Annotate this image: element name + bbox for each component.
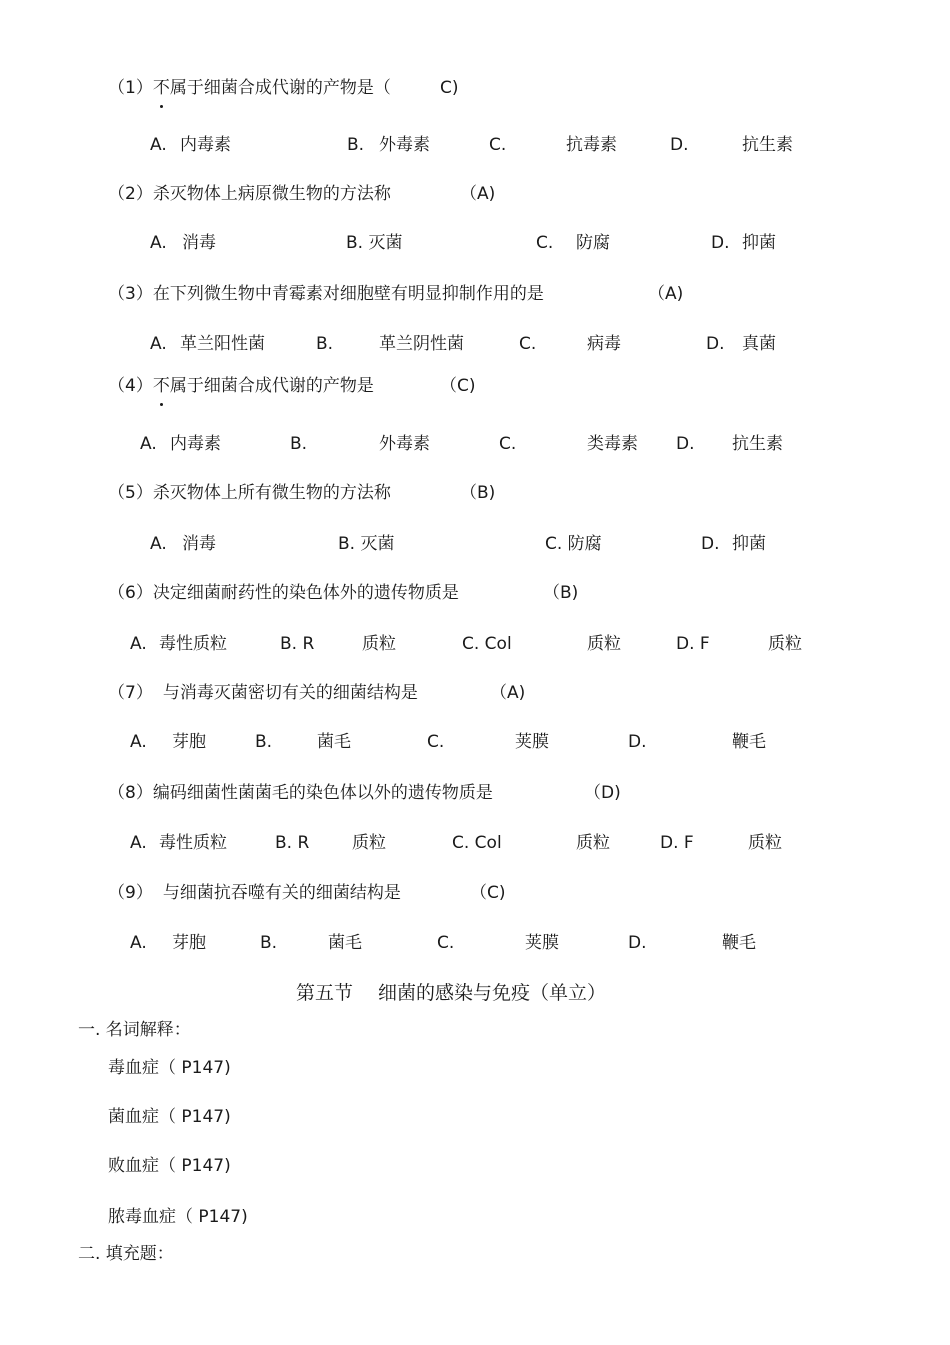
question-5-answer: （B)	[460, 483, 496, 503]
q4-option-d-text: 抗生素	[732, 434, 783, 454]
q1-option-a-letter: A.	[150, 135, 167, 155]
question-number: （6）	[108, 583, 153, 603]
q5-option-d-letter: D.	[701, 534, 720, 554]
q9-option-a-text: 芽胞	[172, 933, 206, 953]
q4-option-d-letter: D.	[676, 434, 695, 454]
q3-option-a-letter: A.	[150, 334, 167, 354]
question-8-answer: （D)	[584, 783, 621, 803]
q6-option-a-letter: A.	[130, 634, 147, 654]
q7-option-b-letter: B.	[255, 732, 273, 752]
question-number: （1）	[108, 78, 153, 98]
q9-option-a-letter: A.	[130, 933, 147, 953]
q5-option-d-text: 抑菌	[732, 534, 766, 554]
question-number: （3）	[108, 284, 153, 304]
question-4-answer: （C)	[440, 376, 476, 396]
question-stem: 杀灭物体上病原微生物的方法称	[152, 184, 391, 204]
question-9-answer: （C)	[470, 883, 506, 903]
question-stem: 编码细菌性菌菌毛的染色体以外的遗传物质是	[152, 783, 493, 803]
q9-option-c-letter: C.	[437, 933, 455, 953]
q1-option-b-text: 外毒素	[379, 135, 430, 155]
question-7-answer: （A)	[490, 683, 526, 703]
q6-option-c-letter: C. Col	[462, 634, 512, 654]
q3-option-c-text: 病毒	[587, 334, 621, 354]
q3-option-d-letter: D.	[706, 334, 725, 354]
question-stem: 属于细菌合成代谢的产物是（	[169, 78, 391, 98]
term-item: 菌血症（ P147)	[108, 1107, 231, 1127]
q2-option-d-text: 抑菌	[742, 233, 776, 253]
question-6-answer: （B)	[543, 583, 579, 603]
part-2-heading: 二. 填充题：	[78, 1244, 174, 1264]
q5-option-a-text: 消毒	[182, 534, 216, 554]
q9-option-b-text: 菌毛	[328, 933, 362, 953]
emphasis-char: 不	[152, 78, 170, 98]
q9-option-d-letter: D.	[628, 933, 647, 953]
question-7	[108, 682, 418, 704]
question-1-answer: C)	[440, 78, 459, 98]
q6-option-b-text: 质粒	[362, 634, 396, 654]
question-number: （9）	[108, 883, 153, 903]
emphasis-char: 不	[152, 376, 170, 396]
q3-option-c-letter: C.	[519, 334, 537, 354]
q8-option-d-text: 质粒	[748, 833, 782, 853]
question-stem: 杀灭物体上所有微生物的方法称	[152, 483, 391, 503]
q7-option-c-text: 荚膜	[515, 732, 549, 752]
q7-option-d-text: 鞭毛	[732, 732, 766, 752]
q5-option-b: B. 灭菌	[338, 534, 395, 554]
q7-option-a-text: 芽胞	[172, 732, 206, 752]
question-2	[108, 183, 391, 205]
question-6	[108, 582, 459, 604]
q6-option-d-letter: D. F	[676, 634, 710, 654]
question-3-answer: （A)	[648, 284, 684, 304]
question-number: （2）	[108, 184, 153, 204]
q6-option-a-text: 毒性质粒	[159, 634, 227, 654]
q7-option-d-letter: D.	[628, 732, 647, 752]
question-8	[108, 782, 493, 804]
q8-option-a-text: 毒性质粒	[159, 833, 227, 853]
q9-option-b-letter: B.	[260, 933, 278, 953]
question-5	[108, 482, 391, 504]
q2-option-a-letter: A.	[150, 233, 167, 253]
q2-option-c-letter: C.	[536, 233, 554, 253]
q4-option-c-letter: C.	[499, 434, 517, 454]
q3-option-d-text: 真菌	[742, 334, 776, 354]
question-stem: 决定细菌耐药性的染色体外的遗传物质是	[152, 583, 459, 603]
q9-option-d-text: 鞭毛	[722, 933, 756, 953]
question-3	[108, 283, 544, 305]
question-number: （5）	[108, 483, 153, 503]
q8-option-c-letter: C. Col	[452, 833, 502, 853]
question-number: （4）	[108, 376, 153, 396]
q4-option-a-text: 内毒素	[170, 434, 221, 454]
q6-option-b-letter: B. R	[280, 634, 315, 654]
q5-option-c: C. 防腐	[545, 534, 602, 554]
q1-option-d-letter: D.	[670, 135, 689, 155]
question-9	[108, 882, 401, 904]
section-title: 第五节 细菌的感染与免疫（单立）	[296, 982, 607, 1004]
q1-option-c-letter: C.	[489, 135, 507, 155]
question-number: （8）	[108, 783, 153, 803]
q1-option-b-letter: B.	[347, 135, 365, 155]
term-item: 败血症（ P147)	[108, 1156, 231, 1176]
q1-option-c-text: 抗毒素	[566, 135, 617, 155]
q8-option-a-letter: A.	[130, 833, 147, 853]
q3-option-b-letter: B.	[316, 334, 334, 354]
q4-option-a-letter: A.	[140, 434, 157, 454]
q2-option-a-text: 消毒	[182, 233, 216, 253]
q7-option-a-letter: A.	[130, 732, 147, 752]
q1-option-d-text: 抗生素	[742, 135, 793, 155]
question-stem: 与细菌抗吞噬有关的细菌结构是	[162, 883, 401, 903]
q6-option-d-text: 质粒	[768, 634, 802, 654]
q3-option-b-text: 革兰阴性菌	[379, 334, 464, 354]
q4-option-b-letter: B.	[290, 434, 308, 454]
term-item: 脓毒血症（ P147)	[108, 1207, 248, 1227]
q4-option-b-text: 外毒素	[379, 434, 430, 454]
q8-option-d-letter: D. F	[660, 833, 694, 853]
term-item: 毒血症（ P147)	[108, 1058, 231, 1078]
question-1	[108, 77, 391, 99]
q2-option-c-text: 防腐	[576, 233, 610, 253]
q4-option-c-text: 类毒素	[587, 434, 638, 454]
q3-option-a-text: 革兰阳性菌	[180, 334, 265, 354]
q2-option-d-letter: D.	[711, 233, 730, 253]
q2-option-b: B. 灭菌	[346, 233, 403, 253]
question-stem: 与消毒灭菌密切有关的细菌结构是	[162, 683, 418, 703]
q6-option-c-text: 质粒	[587, 634, 621, 654]
q7-option-b-text: 菌毛	[317, 732, 351, 752]
part-1-heading: 一. 名词解释：	[78, 1020, 191, 1040]
question-number: （7）	[108, 683, 153, 703]
question-stem: 在下列微生物中青霉素对细胞壁有明显抑制作用的是	[152, 284, 544, 304]
q1-option-a-text: 内毒素	[180, 135, 231, 155]
q7-option-c-letter: C.	[427, 732, 445, 752]
q9-option-c-text: 荚膜	[525, 933, 559, 953]
question-2-answer: （A)	[460, 184, 496, 204]
q8-option-c-text: 质粒	[576, 833, 610, 853]
q8-option-b-text: 质粒	[352, 833, 386, 853]
q5-option-a-letter: A.	[150, 534, 167, 554]
q8-option-b-letter: B. R	[275, 833, 310, 853]
question-4	[108, 375, 374, 397]
question-stem: 属于细菌合成代谢的产物是	[169, 376, 374, 396]
